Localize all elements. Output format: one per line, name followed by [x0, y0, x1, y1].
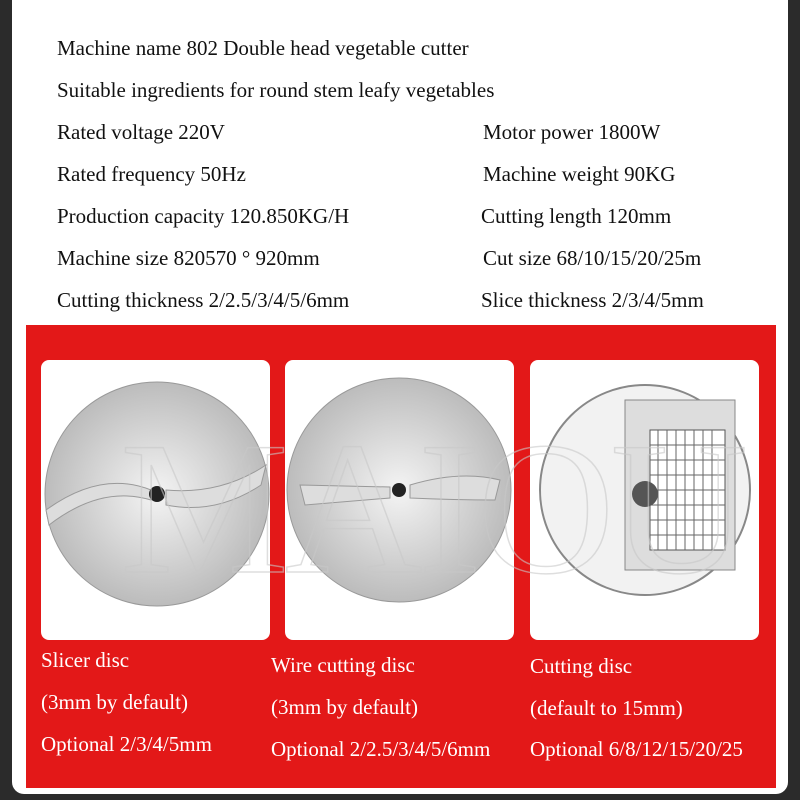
spec-size: Machine size 820570 ° 920mm [57, 246, 320, 270]
wire-disc-name: Wire cutting disc [271, 653, 415, 677]
spec-cut-size: Cut size 68/10/15/20/25m [483, 246, 702, 270]
wire-cutting-disc-image [285, 360, 514, 640]
cutting-disc-image [530, 360, 759, 640]
spec-weight: Machine weight 90KG [483, 162, 676, 186]
spec-machine-name: Machine name 802 Double head vegetable cutter [57, 36, 469, 60]
spec-cutting-thickness: Cutting thickness 2/2.5/3/4/5/6mm [57, 288, 350, 312]
spec-slice-thickness: Slice thickness 2/3/4/5mm [481, 288, 704, 312]
spec-voltage: Rated voltage 220V [57, 120, 225, 144]
spec-motor-power: Motor power 1800W [483, 120, 661, 144]
slicer-disc-name: Slicer disc [41, 648, 130, 672]
cutting-disc-optional: Optional 6/8/12/15/20/25 [530, 737, 743, 761]
cutting-disc-default: (default to 15mm) [530, 696, 683, 720]
cutting-disc-name: Cutting disc [530, 654, 633, 678]
spec-capacity: Production capacity 120.850KG/H [57, 204, 350, 228]
slicer-disc-image [41, 360, 270, 640]
wire-disc-default: (3mm by default) [271, 695, 418, 719]
spec-ingredients: Suitable ingredients for round stem leafy vegetables [57, 78, 495, 102]
slicer-disc-default: (3mm by default) [41, 690, 188, 714]
spec-cutting-length: Cutting length 120mm [481, 204, 672, 228]
wire-disc-optional: Optional 2/2.5/3/4/5/6mm [271, 737, 491, 761]
spec-frequency: Rated frequency 50Hz [57, 162, 246, 186]
slicer-disc-optional: Optional 2/3/4/5mm [41, 732, 212, 756]
